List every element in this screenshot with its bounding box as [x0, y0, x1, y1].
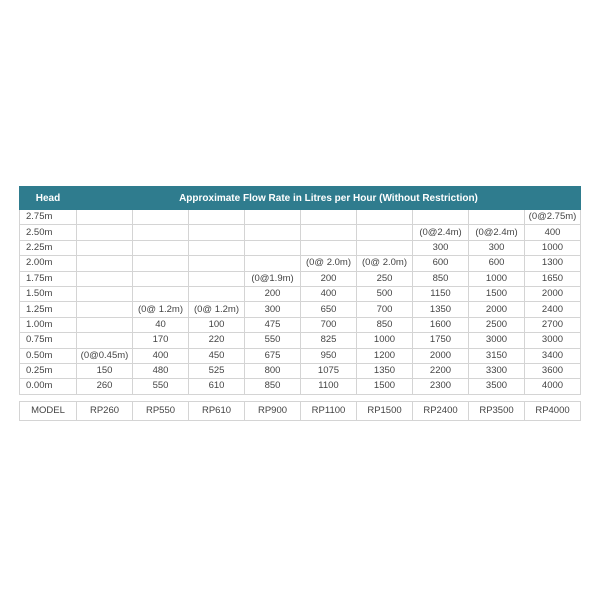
flow-value-cell: 200: [245, 286, 301, 301]
head-value-cell: 0.25m: [20, 363, 77, 378]
flow-value-cell: [133, 256, 189, 271]
flow-value-cell: 100: [189, 317, 245, 332]
flow-value-cell: 3300: [469, 363, 525, 378]
table-row: [20, 317, 581, 332]
head-value-cell: 2.00m: [20, 256, 77, 271]
flow-value-cell: 475: [245, 317, 301, 332]
flow-value-cell: 3500: [469, 379, 525, 394]
flow-value-cell: [189, 271, 245, 286]
flow-value-cell: [133, 271, 189, 286]
flow-value-cell: [301, 225, 357, 240]
flow-value-cell: 480: [133, 363, 189, 378]
flow-value-cell: [357, 210, 413, 225]
flow-value-cell: [189, 256, 245, 271]
flow-value-cell: 1075: [301, 363, 357, 378]
flow-value-cell: 170: [133, 333, 189, 348]
flow-value-cell: 40: [133, 317, 189, 332]
head-value-cell: 0.00m: [20, 379, 77, 394]
flow-value-cell: (0@2.4m): [413, 225, 469, 240]
flow-value-cell: 1100: [301, 379, 357, 394]
flow-value-cell: 1750: [413, 333, 469, 348]
flow-value-cell: [133, 240, 189, 255]
flow-value-cell: 1500: [357, 379, 413, 394]
head-value-cell: 0.50m: [20, 348, 77, 363]
flow-value-cell: 950: [301, 348, 357, 363]
head-value-cell: 1.75m: [20, 271, 77, 286]
table-row: [20, 348, 581, 363]
flow-value-cell: 2500: [469, 317, 525, 332]
spacer-row: [20, 394, 581, 401]
flow-value-cell: (0@0.45m): [77, 348, 133, 363]
flow-value-cell: 2400: [525, 302, 581, 317]
flow-value-cell: 450: [189, 348, 245, 363]
flow-rate-table: [19, 186, 581, 421]
flow-value-cell: [301, 240, 357, 255]
flow-value-cell: (0@ 1.2m): [189, 302, 245, 317]
model-name-cell: RP1500: [357, 401, 413, 420]
head-value-cell: 1.25m: [20, 302, 77, 317]
table-body: [20, 210, 581, 421]
flow-value-cell: 610: [189, 379, 245, 394]
flow-value-cell: 220: [189, 333, 245, 348]
flow-value-cell: 675: [245, 348, 301, 363]
flow-value-cell: 250: [357, 271, 413, 286]
flow-value-cell: [133, 225, 189, 240]
flow-value-cell: [189, 210, 245, 225]
flow-value-cell: 1000: [525, 240, 581, 255]
model-name-cell: RP3500: [469, 401, 525, 420]
flow-value-cell: [77, 240, 133, 255]
flow-value-cell: [77, 286, 133, 301]
head-value-cell: 1.50m: [20, 286, 77, 301]
flow-value-cell: [245, 225, 301, 240]
flow-value-cell: 1650: [525, 271, 581, 286]
flow-value-cell: 3600: [525, 363, 581, 378]
flow-value-cell: [245, 256, 301, 271]
flow-value-cell: 1300: [525, 256, 581, 271]
flow-value-cell: 400: [133, 348, 189, 363]
flow-value-cell: (0@2.4m): [469, 225, 525, 240]
flow-value-cell: [301, 210, 357, 225]
flow-value-cell: 525: [189, 363, 245, 378]
flow-value-cell: (0@ 1.2m): [133, 302, 189, 317]
table-row: [20, 286, 581, 301]
flow-value-cell: 550: [133, 379, 189, 394]
flow-value-cell: 3400: [525, 348, 581, 363]
flow-value-cell: [77, 317, 133, 332]
flow-value-cell: 1000: [357, 333, 413, 348]
model-name-cell: RP610: [189, 401, 245, 420]
flow-value-cell: [189, 240, 245, 255]
table-row: [20, 225, 581, 240]
flow-value-cell: 850: [413, 271, 469, 286]
flow-value-cell: 2200: [413, 363, 469, 378]
flow-value-cell: (0@ 2.0m): [301, 256, 357, 271]
flow-value-cell: (0@1.9m): [245, 271, 301, 286]
flow-value-cell: 1150: [413, 286, 469, 301]
flow-value-cell: 550: [245, 333, 301, 348]
table-row: [20, 271, 581, 286]
flow-value-cell: [77, 225, 133, 240]
flow-value-cell: 700: [301, 317, 357, 332]
flow-value-cell: 850: [357, 317, 413, 332]
flow-value-cell: [357, 225, 413, 240]
flow-value-cell: 850: [245, 379, 301, 394]
flow-value-cell: [77, 302, 133, 317]
flow-value-cell: 500: [357, 286, 413, 301]
flow-value-cell: 1600: [413, 317, 469, 332]
flow-value-cell: 600: [413, 256, 469, 271]
flow-value-cell: [189, 286, 245, 301]
table-row: [20, 302, 581, 317]
flow-value-cell: 3000: [525, 333, 581, 348]
header-row: [20, 187, 581, 210]
model-name-cell: RP1100: [301, 401, 357, 420]
model-name-cell: RP4000: [525, 401, 581, 420]
flow-value-cell: 650: [301, 302, 357, 317]
flow-value-cell: 1350: [413, 302, 469, 317]
head-value-cell: 2.50m: [20, 225, 77, 240]
flow-value-cell: 200: [301, 271, 357, 286]
flow-value-cell: 1500: [469, 286, 525, 301]
head-value-cell: 1.00m: [20, 317, 77, 332]
head-value-cell: 0.75m: [20, 333, 77, 348]
flow-value-cell: [189, 225, 245, 240]
flow-value-cell: [357, 240, 413, 255]
flow-value-cell: 4000: [525, 379, 581, 394]
table-row: [20, 256, 581, 271]
head-value-cell: 2.25m: [20, 240, 77, 255]
flow-value-cell: [77, 333, 133, 348]
flow-value-cell: 300: [245, 302, 301, 317]
flow-value-cell: [133, 286, 189, 301]
model-name-cell: RP2400: [413, 401, 469, 420]
flow-value-cell: [469, 210, 525, 225]
flow-value-cell: 2000: [525, 286, 581, 301]
flow-value-cell: 300: [469, 240, 525, 255]
model-label-cell: MODEL: [20, 401, 77, 420]
flow-value-cell: [413, 210, 469, 225]
flow-value-cell: 2700: [525, 317, 581, 332]
flow-value-cell: [245, 210, 301, 225]
flow-value-cell: 3000: [469, 333, 525, 348]
flow-value-cell: [77, 256, 133, 271]
flow-value-cell: 400: [525, 225, 581, 240]
table-row: [20, 379, 581, 394]
flow-value-cell: 150: [77, 363, 133, 378]
table-row: [20, 210, 581, 225]
flow-value-cell: 1350: [357, 363, 413, 378]
flow-value-cell: (0@ 2.0m): [357, 256, 413, 271]
model-row: [20, 401, 581, 420]
flow-value-cell: 1200: [357, 348, 413, 363]
flow-value-cell: (0@2.75m): [525, 210, 581, 225]
flow-value-cell: 400: [301, 286, 357, 301]
table-row: [20, 333, 581, 348]
flow-rate-header: Approximate Flow Rate in Litres per Hour (Without Restriction): [77, 187, 581, 210]
flow-value-cell: 825: [301, 333, 357, 348]
table-row: [20, 363, 581, 378]
flow-value-cell: 2300: [413, 379, 469, 394]
flow-value-cell: 1000: [469, 271, 525, 286]
spacer-cell: [20, 394, 581, 401]
flow-value-cell: [133, 210, 189, 225]
flow-rate-table-container: [19, 186, 581, 421]
flow-value-cell: [245, 240, 301, 255]
flow-value-cell: 600: [469, 256, 525, 271]
flow-value-cell: 700: [357, 302, 413, 317]
table-row: [20, 240, 581, 255]
flow-value-cell: 3150: [469, 348, 525, 363]
head-value-cell: 2.75m: [20, 210, 77, 225]
flow-value-cell: 260: [77, 379, 133, 394]
flow-value-cell: [77, 271, 133, 286]
flow-value-cell: 300: [413, 240, 469, 255]
model-name-cell: RP260: [77, 401, 133, 420]
head-column-header: Head: [20, 187, 77, 210]
model-name-cell: RP900: [245, 401, 301, 420]
model-name-cell: RP550: [133, 401, 189, 420]
flow-value-cell: 2000: [413, 348, 469, 363]
flow-value-cell: 800: [245, 363, 301, 378]
flow-value-cell: [77, 210, 133, 225]
flow-value-cell: 2000: [469, 302, 525, 317]
